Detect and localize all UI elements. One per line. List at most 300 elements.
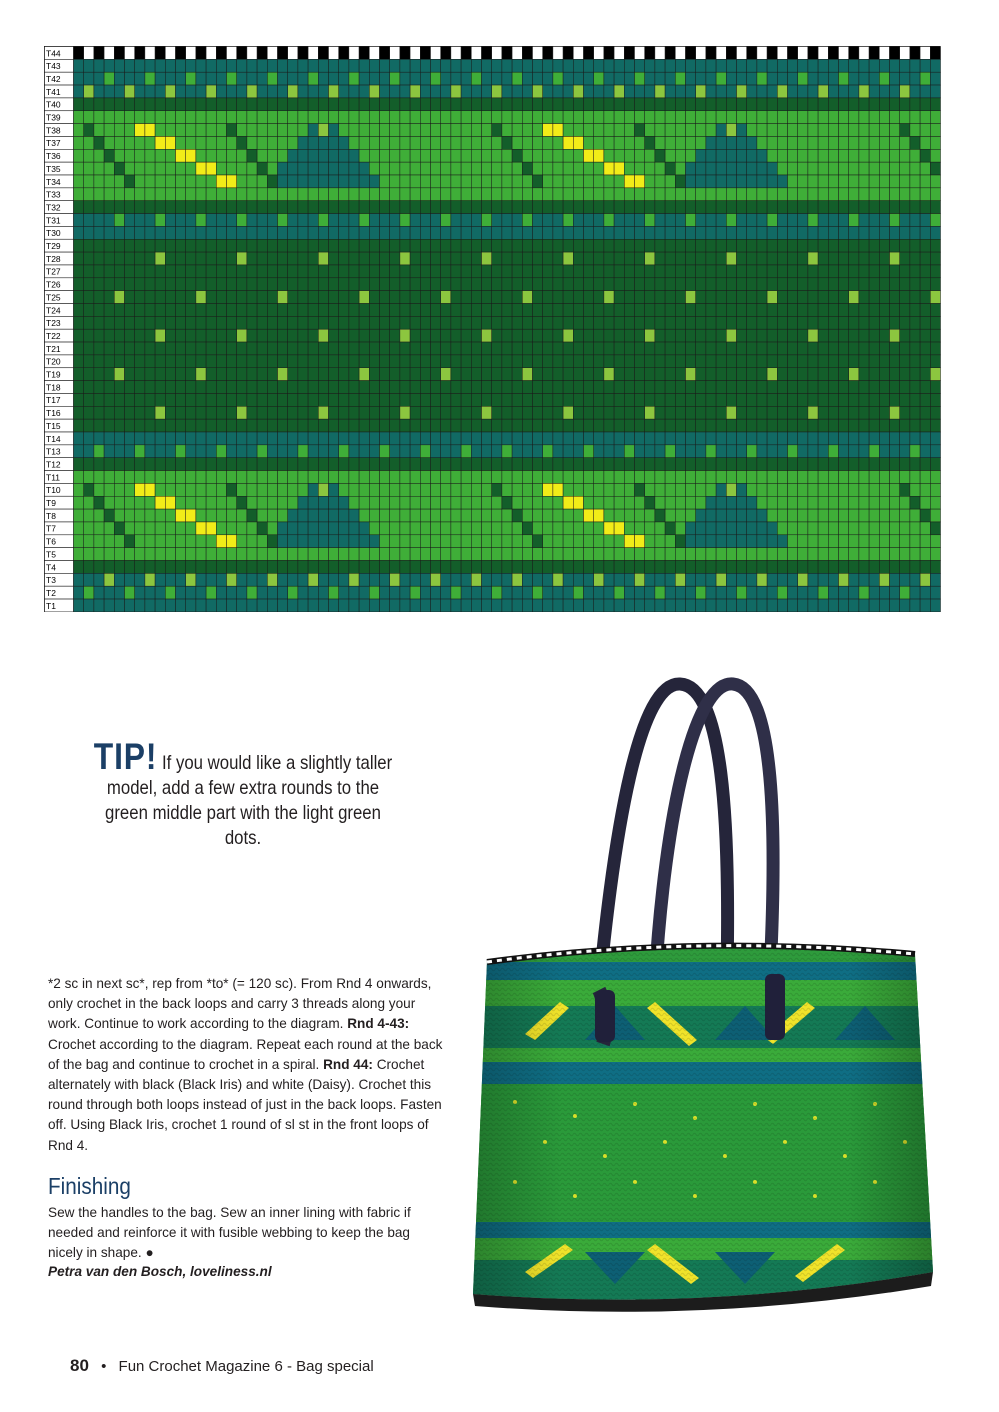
chart-cell (594, 201, 604, 214)
chart-cell (645, 573, 655, 586)
chart-cell (930, 483, 940, 496)
chart-cell (808, 291, 818, 304)
chart-cell (369, 47, 379, 60)
chart-cell (329, 573, 339, 586)
chart-cell (900, 561, 910, 574)
chart-cell (390, 522, 400, 535)
chart-cell (308, 72, 318, 85)
chart-cell (818, 175, 828, 188)
chart-cell (839, 201, 849, 214)
chart-cell (767, 458, 777, 471)
chart-cell (828, 226, 838, 239)
chart-cell (329, 72, 339, 85)
chart-cell (216, 316, 226, 329)
chart-cell (808, 226, 818, 239)
chart-cell (818, 573, 828, 586)
chart-cell (84, 304, 94, 317)
chart-cell (788, 368, 798, 381)
chart-cell (135, 226, 145, 239)
chart-cell (849, 458, 859, 471)
chart-cell (267, 252, 277, 265)
chart-cell (655, 278, 665, 291)
chart-cell (114, 304, 124, 317)
chart-cell (675, 72, 685, 85)
chart-cell (869, 304, 879, 317)
chart-cell (74, 329, 84, 342)
chart-cell (441, 535, 451, 548)
chart-cell (482, 85, 492, 98)
chart-row (45, 355, 941, 368)
chart-cell (431, 535, 441, 548)
chart-cell (420, 47, 430, 60)
chart-cell (237, 291, 247, 304)
chart-cell (604, 278, 614, 291)
chart-cell (655, 291, 665, 304)
chart-cell (420, 72, 430, 85)
chart-cell (900, 535, 910, 548)
chart-cell (216, 548, 226, 561)
chart-cell (471, 535, 481, 548)
chart-cell (624, 304, 634, 317)
chart-cell (359, 47, 369, 60)
chart-cell (655, 355, 665, 368)
chart-cell (482, 188, 492, 201)
chart-row (45, 522, 941, 535)
chart-cell (84, 214, 94, 227)
chart-cell (594, 586, 604, 599)
chart-cell (920, 406, 930, 419)
chart-cell (318, 265, 328, 278)
chart-cell (206, 458, 216, 471)
chart-cell (369, 265, 379, 278)
chart-cell (349, 586, 359, 599)
chart-cell (155, 509, 165, 522)
chart-cell (573, 445, 583, 458)
chart-cell (104, 368, 114, 381)
chart-cell (747, 291, 757, 304)
chart-cell (288, 458, 298, 471)
chart-cell (665, 226, 675, 239)
chart-cell (512, 406, 522, 419)
chart-cell (675, 291, 685, 304)
chart-cell (645, 599, 655, 612)
chart-cell (655, 432, 665, 445)
chart-cell (696, 291, 706, 304)
chart-cell (645, 201, 655, 214)
chart-cell (186, 483, 196, 496)
chart-cell (206, 111, 216, 124)
chart-cell (869, 175, 879, 188)
chart-cell (471, 342, 481, 355)
chart-cell (604, 175, 614, 188)
chart-cell (543, 265, 553, 278)
chart-cell (482, 586, 492, 599)
chart-cell (135, 368, 145, 381)
chart-cell (522, 175, 532, 188)
chart-cell (910, 471, 920, 484)
chart-cell (512, 291, 522, 304)
chart-cell (594, 124, 604, 137)
chart-cell (165, 355, 175, 368)
chart-cell (818, 226, 828, 239)
chart-cell (298, 471, 308, 484)
chart-cell (145, 214, 155, 227)
chart-cell (145, 136, 155, 149)
chart-cell (747, 136, 757, 149)
chart-cell (339, 111, 349, 124)
chart-cell (624, 188, 634, 201)
chart-cell (431, 368, 441, 381)
chart-cell (94, 535, 104, 548)
chart-cell (584, 599, 594, 612)
chart-cell (420, 149, 430, 162)
chart-cell (869, 471, 879, 484)
chart-cell (257, 496, 267, 509)
chart-cell (247, 368, 257, 381)
chart-cell (369, 201, 379, 214)
chart-cell (665, 509, 675, 522)
chart-cell (400, 149, 410, 162)
chart-cell (726, 136, 736, 149)
chart-cell (818, 188, 828, 201)
chart-cell (318, 419, 328, 432)
chart-cell (828, 111, 838, 124)
chart-cell (614, 471, 624, 484)
chart-cell (267, 599, 277, 612)
chart-cell (788, 471, 798, 484)
chart-cell (145, 111, 155, 124)
chart-cell (186, 47, 196, 60)
chart-cell (329, 458, 339, 471)
chart-cell (441, 252, 451, 265)
chart-cell (726, 483, 736, 496)
chart-cell (369, 458, 379, 471)
chart-cell (227, 226, 237, 239)
chart-cell (267, 342, 277, 355)
chart-cell (165, 175, 175, 188)
chart-cell (594, 509, 604, 522)
chart-cell (308, 368, 318, 381)
chart-cell (930, 509, 940, 522)
chart-cell (706, 432, 716, 445)
chart-cell (74, 573, 84, 586)
chart-cell (655, 329, 665, 342)
chart-cell (288, 278, 298, 291)
chart-cell (818, 214, 828, 227)
chart-cell (686, 149, 696, 162)
chart-cell (747, 47, 757, 60)
chart-cell (84, 124, 94, 137)
chart-cell (614, 304, 624, 317)
chart-cell (84, 522, 94, 535)
chart-cell (145, 445, 155, 458)
chart-cell (604, 226, 614, 239)
chart-cell (461, 329, 471, 342)
chart-cell (237, 599, 247, 612)
chart-cell (920, 535, 930, 548)
chart-cell (380, 98, 390, 111)
chart-cell (920, 59, 930, 72)
chart-cell (431, 188, 441, 201)
chart-cell (757, 522, 767, 535)
chart-cell (104, 175, 114, 188)
chart-cell (196, 175, 206, 188)
chart-cell (339, 304, 349, 317)
chart-cell (267, 265, 277, 278)
chart-cell (482, 175, 492, 188)
chart-cell (675, 175, 685, 188)
chart-cell (645, 406, 655, 419)
chart-cell (329, 471, 339, 484)
chart-cell (267, 47, 277, 60)
chart-cell (522, 535, 532, 548)
chart-cell (665, 214, 675, 227)
chart-cell (655, 124, 665, 137)
chart-cell (757, 599, 767, 612)
chart-cell (920, 47, 930, 60)
chart-cell (533, 561, 543, 574)
chart-cell (747, 226, 757, 239)
chart-cell (828, 419, 838, 432)
chart-cell (920, 72, 930, 85)
chart-cell (298, 239, 308, 252)
chart-cell (930, 406, 940, 419)
chart-cell (420, 432, 430, 445)
chart-cell (278, 59, 288, 72)
chart-cell (553, 98, 563, 111)
chart-cell (145, 471, 155, 484)
chart-cell (247, 483, 257, 496)
chart-cell (186, 226, 196, 239)
chart-cell (94, 149, 104, 162)
chart-cell (890, 496, 900, 509)
chart-cell (84, 599, 94, 612)
chart-cell (920, 368, 930, 381)
chart-cell (767, 72, 777, 85)
chart-cell (839, 509, 849, 522)
chart-cell (849, 201, 859, 214)
chart-cell (635, 368, 645, 381)
chart-cell (512, 265, 522, 278)
chart-cell (359, 149, 369, 162)
chart-cell (410, 98, 420, 111)
chart-cell (420, 381, 430, 394)
chart-cell (767, 496, 777, 509)
chart-cell (798, 124, 808, 137)
chart-cell (114, 522, 124, 535)
chart-cell (206, 304, 216, 317)
chart-cell (349, 265, 359, 278)
chart-cell (777, 188, 787, 201)
chart-cell (624, 419, 634, 432)
chart-cell (267, 329, 277, 342)
chart-cell (890, 214, 900, 227)
chart-cell (798, 458, 808, 471)
chart-cell (716, 252, 726, 265)
crochet-chart (44, 46, 941, 612)
chart-cell (349, 291, 359, 304)
chart-cell (125, 561, 135, 574)
chart-cell (879, 291, 889, 304)
chart-cell (716, 381, 726, 394)
chart-cell (798, 573, 808, 586)
chart-cell (492, 265, 502, 278)
chart-cell (614, 291, 624, 304)
chart-cell (135, 201, 145, 214)
chart-cell (737, 291, 747, 304)
chart-cell (74, 124, 84, 137)
chart-cell (359, 535, 369, 548)
chart-cell (879, 59, 889, 72)
chart-cell (196, 445, 206, 458)
chart-cell (788, 162, 798, 175)
chart-cell (196, 124, 206, 137)
chart-cell (818, 535, 828, 548)
chart-cell (400, 291, 410, 304)
chart-cell (257, 188, 267, 201)
chart-cell (859, 85, 869, 98)
chart-cell (757, 355, 767, 368)
chart-cell (655, 316, 665, 329)
chart-cell (482, 548, 492, 561)
chart-cell (757, 124, 767, 137)
chart-cell (104, 406, 114, 419)
chart-cell (696, 573, 706, 586)
chart-cell (920, 226, 930, 239)
chart-cell (369, 252, 379, 265)
chart-cell (533, 471, 543, 484)
chart-cell (828, 393, 838, 406)
row-label: T42 (46, 73, 61, 84)
chart-cell (716, 368, 726, 381)
chart-cell (441, 175, 451, 188)
chart-cell (104, 226, 114, 239)
chart-cell (165, 509, 175, 522)
chart-cell (288, 47, 298, 60)
chart-cell (390, 535, 400, 548)
chart-cell (155, 522, 165, 535)
chart-cell (247, 304, 257, 317)
chart-cell (94, 496, 104, 509)
chart-cell (757, 381, 767, 394)
chart-cell (369, 548, 379, 561)
chart-cell (267, 381, 277, 394)
chart-cell (655, 471, 665, 484)
chart-cell (186, 548, 196, 561)
chart-cell (890, 368, 900, 381)
chart-cell (329, 599, 339, 612)
chart-cell (74, 72, 84, 85)
chart-cell (859, 98, 869, 111)
chart-cell (206, 291, 216, 304)
chart-cell (604, 483, 614, 496)
chart-cell (645, 188, 655, 201)
chart-cell (125, 419, 135, 432)
chart-cell (339, 175, 349, 188)
chart-cell (114, 509, 124, 522)
chart-cell (461, 291, 471, 304)
chart-cell (227, 432, 237, 445)
chart-cell (533, 98, 543, 111)
chart-cell (900, 355, 910, 368)
chart-cell (645, 291, 655, 304)
chart-cell (431, 342, 441, 355)
chart-cell (135, 304, 145, 317)
chart-cell (155, 483, 165, 496)
chart-cell (216, 304, 226, 317)
chart-cell (114, 188, 124, 201)
chart-cell (104, 573, 114, 586)
chart-cell (267, 419, 277, 432)
chart-cell (390, 239, 400, 252)
chart-cell (471, 586, 481, 599)
chart-cell (267, 85, 277, 98)
chart-cell (308, 149, 318, 162)
chart-cell (665, 496, 675, 509)
chart-cell (482, 522, 492, 535)
chart-cell (522, 201, 532, 214)
chart-cell (879, 252, 889, 265)
chart-cell (614, 355, 624, 368)
chart-cell (594, 342, 604, 355)
chart-cell (624, 586, 634, 599)
chart-cell (145, 162, 155, 175)
chart-cell (155, 214, 165, 227)
chart-cell (451, 471, 461, 484)
chart-cell (278, 47, 288, 60)
chart-cell (604, 111, 614, 124)
chart-cell (553, 278, 563, 291)
chart-cell (930, 85, 940, 98)
chart-cell (74, 586, 84, 599)
chart-cell (492, 458, 502, 471)
row-label: T13 (46, 446, 61, 457)
chart-cell (155, 535, 165, 548)
chart-cell (125, 535, 135, 548)
chart-cell (196, 85, 206, 98)
chart-cell (196, 149, 206, 162)
chart-cell (94, 573, 104, 586)
chart-cell (165, 59, 175, 72)
chart-cell (808, 445, 818, 458)
chart-cell (492, 175, 502, 188)
chart-cell (471, 175, 481, 188)
chart-cell (573, 278, 583, 291)
chart-cell (135, 214, 145, 227)
chart-cell (859, 432, 869, 445)
chart-cell (543, 393, 553, 406)
chart-cell (849, 239, 859, 252)
chart-cell (165, 111, 175, 124)
chart-cell (451, 124, 461, 137)
chart-cell (543, 239, 553, 252)
chart-cell (308, 124, 318, 137)
chart-cell (94, 252, 104, 265)
chart-cell (624, 342, 634, 355)
chart-cell (114, 496, 124, 509)
chart-cell (441, 561, 451, 574)
chart-cell (798, 419, 808, 432)
chart-cell (553, 239, 563, 252)
chart-cell (777, 368, 787, 381)
chart-cell (686, 406, 696, 419)
chart-cell (747, 471, 757, 484)
chart-cell (777, 355, 787, 368)
chart-cell (165, 368, 175, 381)
chart-cell (74, 136, 84, 149)
chart-cell (543, 252, 553, 265)
chart-cell (471, 201, 481, 214)
